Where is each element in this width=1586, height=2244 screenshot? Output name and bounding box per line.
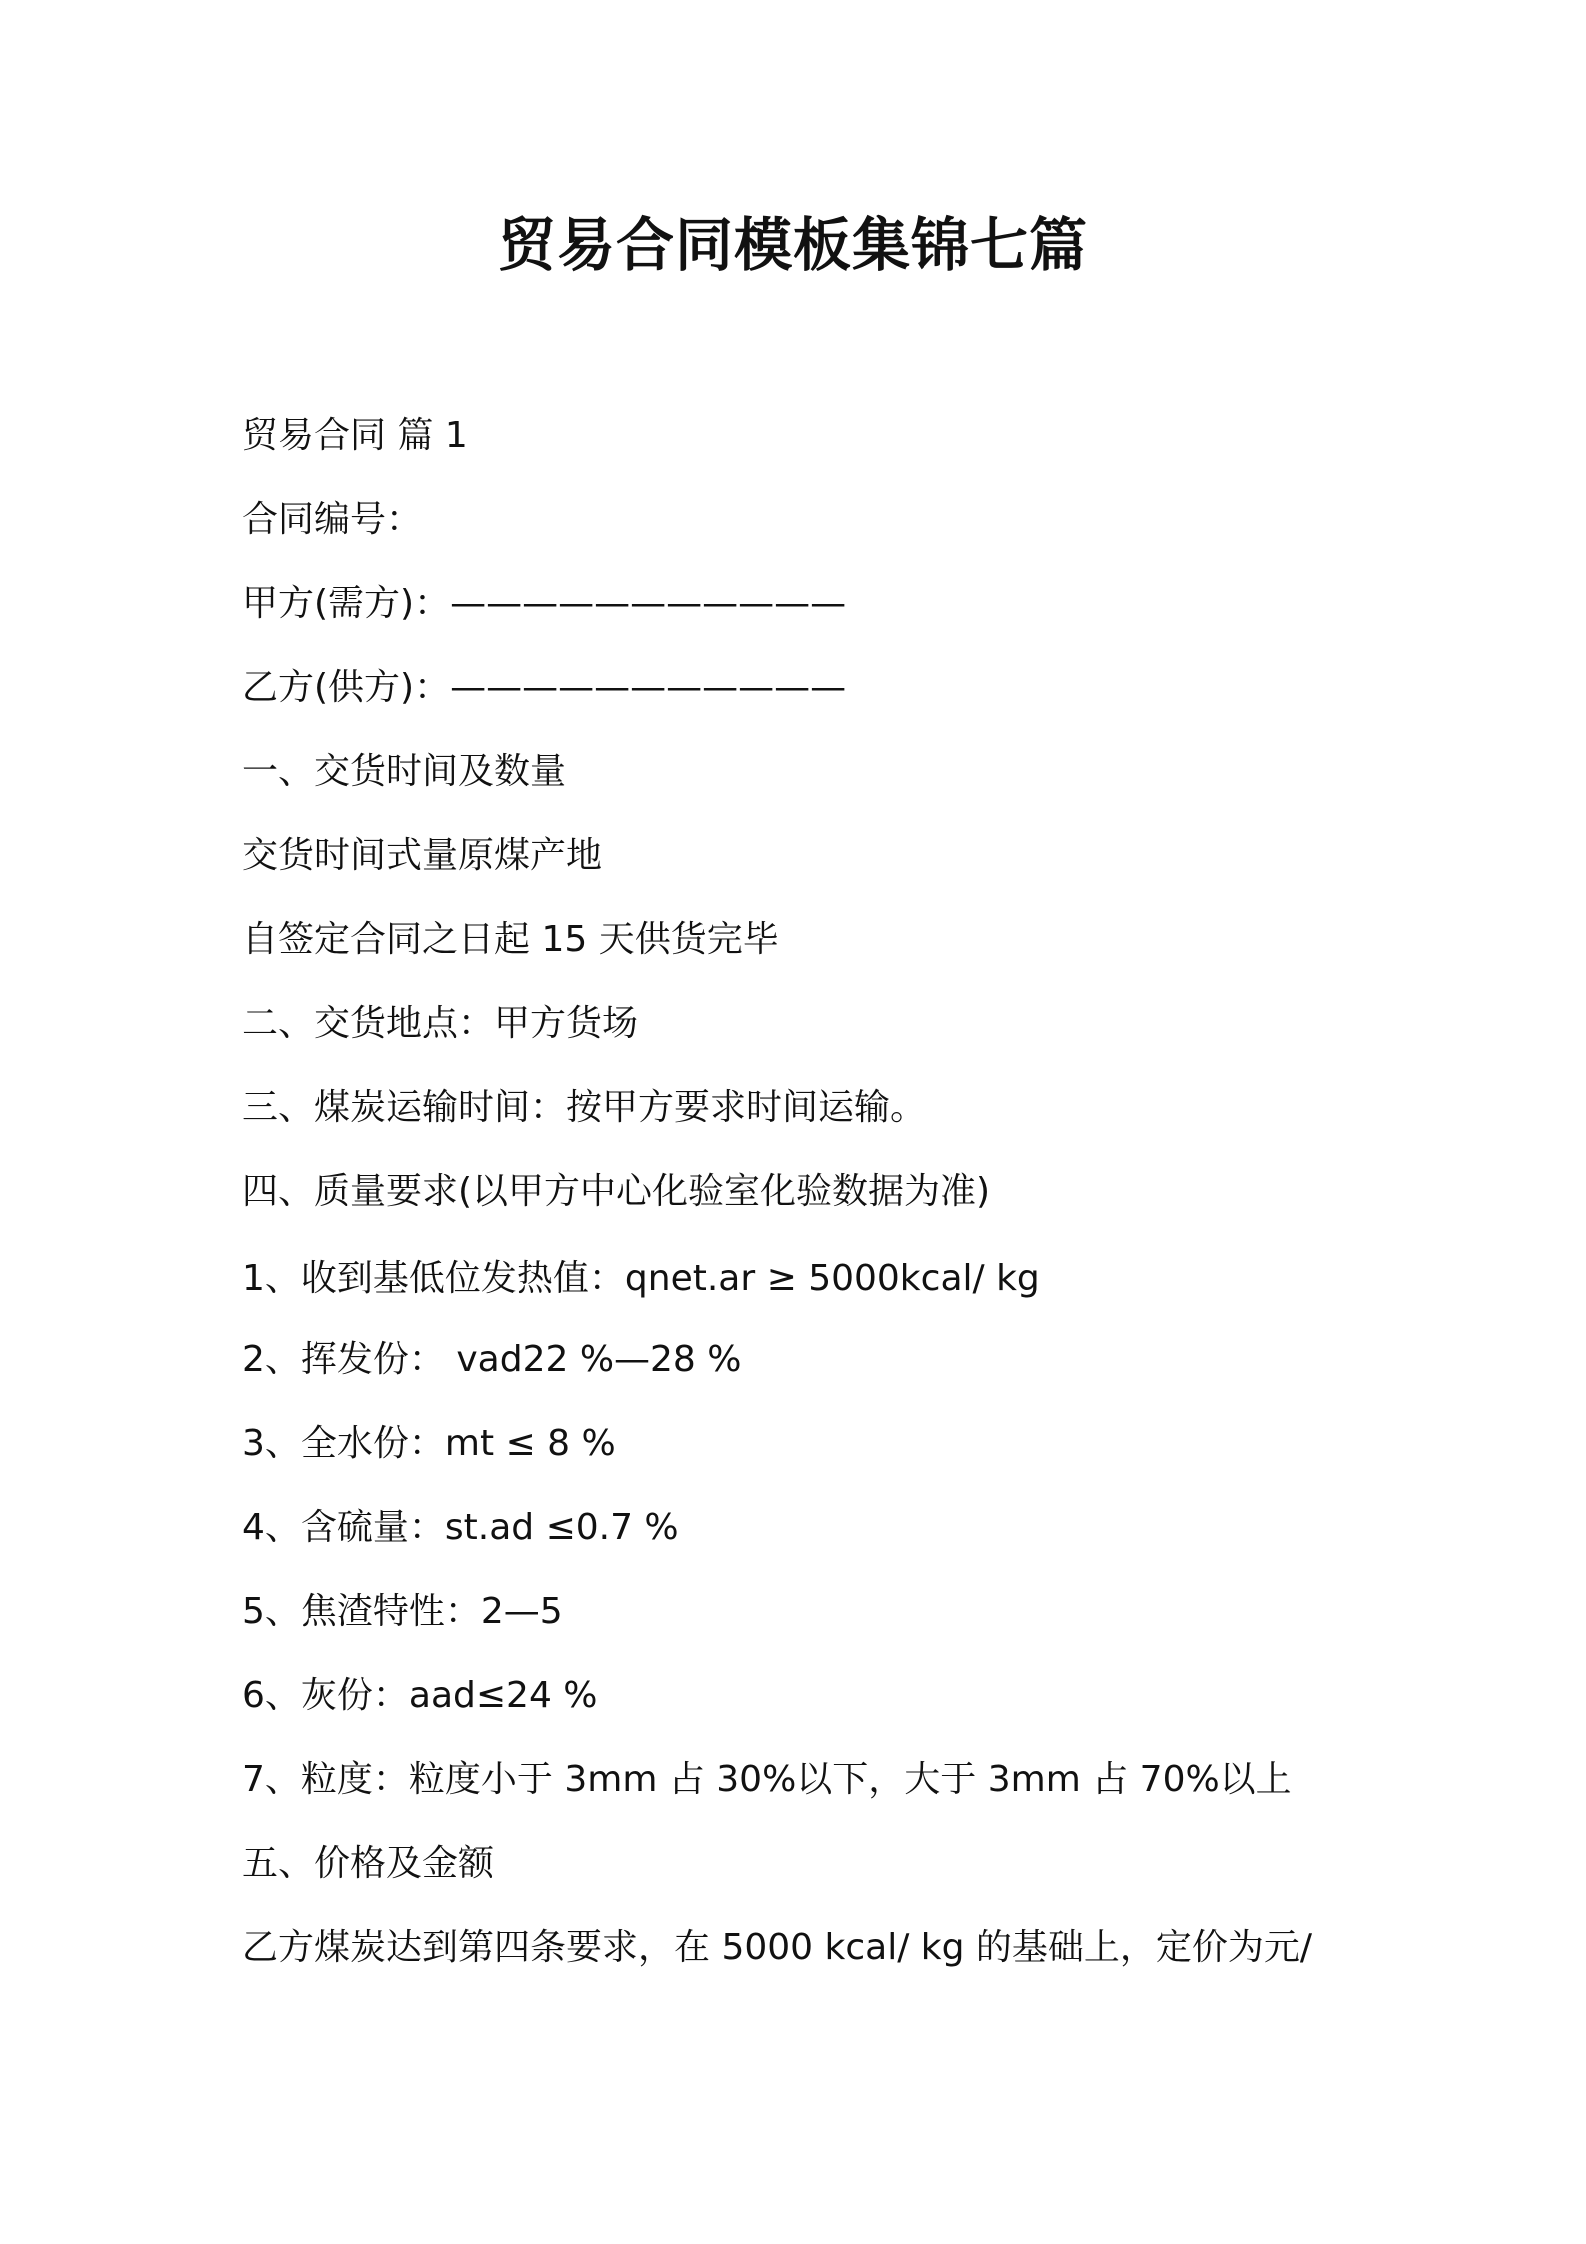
party-a-line: 甲方(需方)：——————————— [242, 583, 847, 624]
quality-item-4: 4、含硫量：st.ad ≤0.7 % [242, 1507, 679, 1548]
clause-3-line: 三、煤炭运输时间：按甲方要求时间运输。 [242, 1087, 927, 1128]
delivery-table-header: 交货时间式量原煤产地 [242, 835, 603, 876]
quality-item-2: 2、挥发份： vad22 %—28 % [242, 1339, 742, 1380]
clause-2-line: 二、交货地点：甲方货场 [242, 1003, 639, 1044]
party-b-line: 乙方(供方)：——————————— [242, 667, 847, 708]
clause-5-heading: 五、价格及金额 [242, 1843, 495, 1884]
section-heading-contract-1: 贸易合同 篇 1 [242, 415, 468, 456]
document-title: 贸易合同模板集锦七篇 [497, 211, 1088, 279]
quality-item-3: 3、全水份：mt ≤ 8 % [242, 1423, 616, 1464]
quality-item-5: 5、焦渣特性：2—5 [242, 1591, 563, 1632]
quality-item-6: 6、灰份：aad≤24 % [242, 1675, 598, 1716]
delivery-period-line: 自签定合同之日起 15 天供货完毕 [242, 919, 779, 960]
quality-item-7: 7、粒度：粒度小于 3mm 占 30%以下，大于 3mm 占 70%以上 [242, 1759, 1292, 1800]
quality-item-1: 1、收到基低位发热值：qnet.ar ≥ 5000kcal/ kg [242, 1258, 1040, 1299]
clause-4-heading: 四、质量要求(以甲方中心化验室化验数据为准) [242, 1171, 991, 1212]
contract-number-line: 合同编号： [242, 499, 423, 540]
pricing-paragraph: 乙方煤炭达到第四条要求，在 5000 kcal/ kg 的基础上，定价为元/ [242, 1927, 1313, 1968]
clause-1-heading: 一、交货时间及数量 [242, 751, 567, 792]
